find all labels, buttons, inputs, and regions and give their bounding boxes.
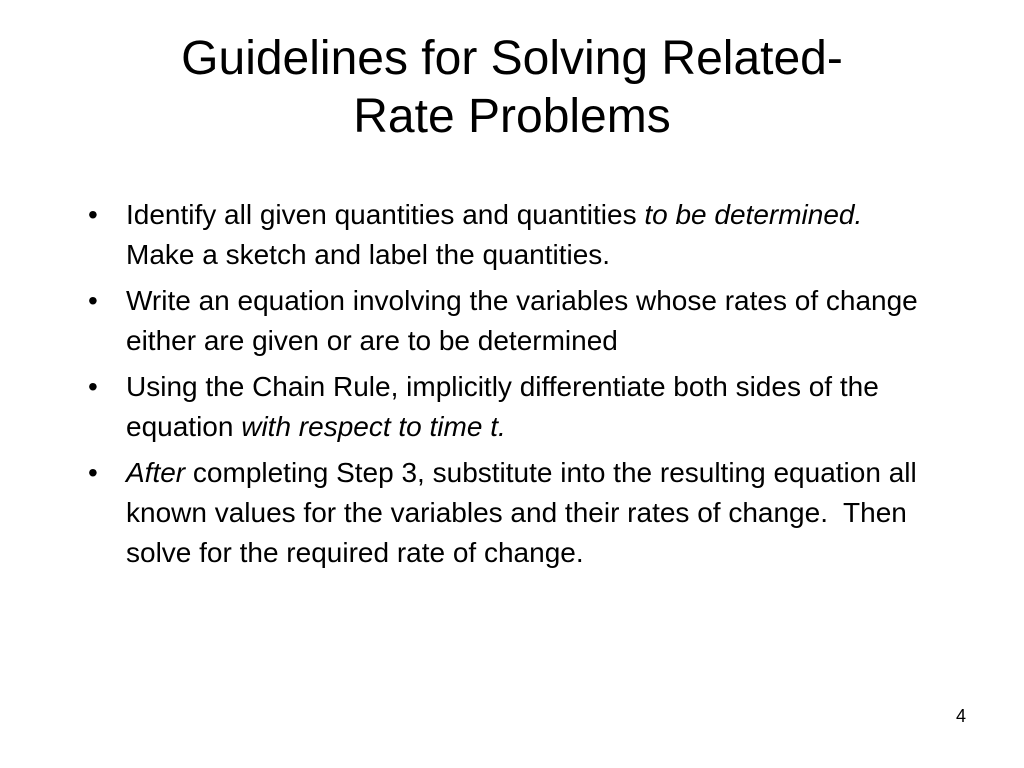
bullet-item-3 bbox=[82, 367, 942, 447]
bullet-text-2: Write an equation involving the variables whose rates of change either are given or are to be determined bbox=[126, 285, 918, 356]
slide-title bbox=[60, 30, 964, 146]
bullet-text-3b: with respect to time t. bbox=[241, 411, 506, 442]
bullet-marker: • bbox=[88, 457, 98, 488]
bullet-marker: • bbox=[88, 199, 98, 230]
bullet-item-4 bbox=[82, 453, 942, 573]
bullet-text-3a: Using the Chain Rule, implicitly differentiate both sides of the equation bbox=[126, 371, 879, 442]
title-line-1: Guidelines for Solving Related- bbox=[181, 32, 843, 85]
bullet-text-4b: completing Step 3, substitute into the resulting equation all known values for the variables and their rates of change. Then solve for the required rate of change. bbox=[126, 457, 925, 568]
bullet-text-4a: After bbox=[126, 457, 186, 488]
bullet-text-1b: to be determined. bbox=[644, 199, 863, 230]
bullet-item-2 bbox=[82, 281, 942, 361]
page-number: 4 bbox=[955, 706, 966, 726]
bullet-marker: • bbox=[88, 371, 98, 402]
bullet-text-1a: Identify all given quantities and quantities bbox=[126, 199, 645, 230]
title-line-2: Rate Problems bbox=[353, 90, 671, 143]
bullet-marker: • bbox=[88, 285, 98, 316]
bullet-list bbox=[82, 195, 942, 579]
bullet-item-1 bbox=[82, 195, 942, 275]
bullet-text-1c: Make a sketch and label the quantities. bbox=[126, 199, 878, 270]
